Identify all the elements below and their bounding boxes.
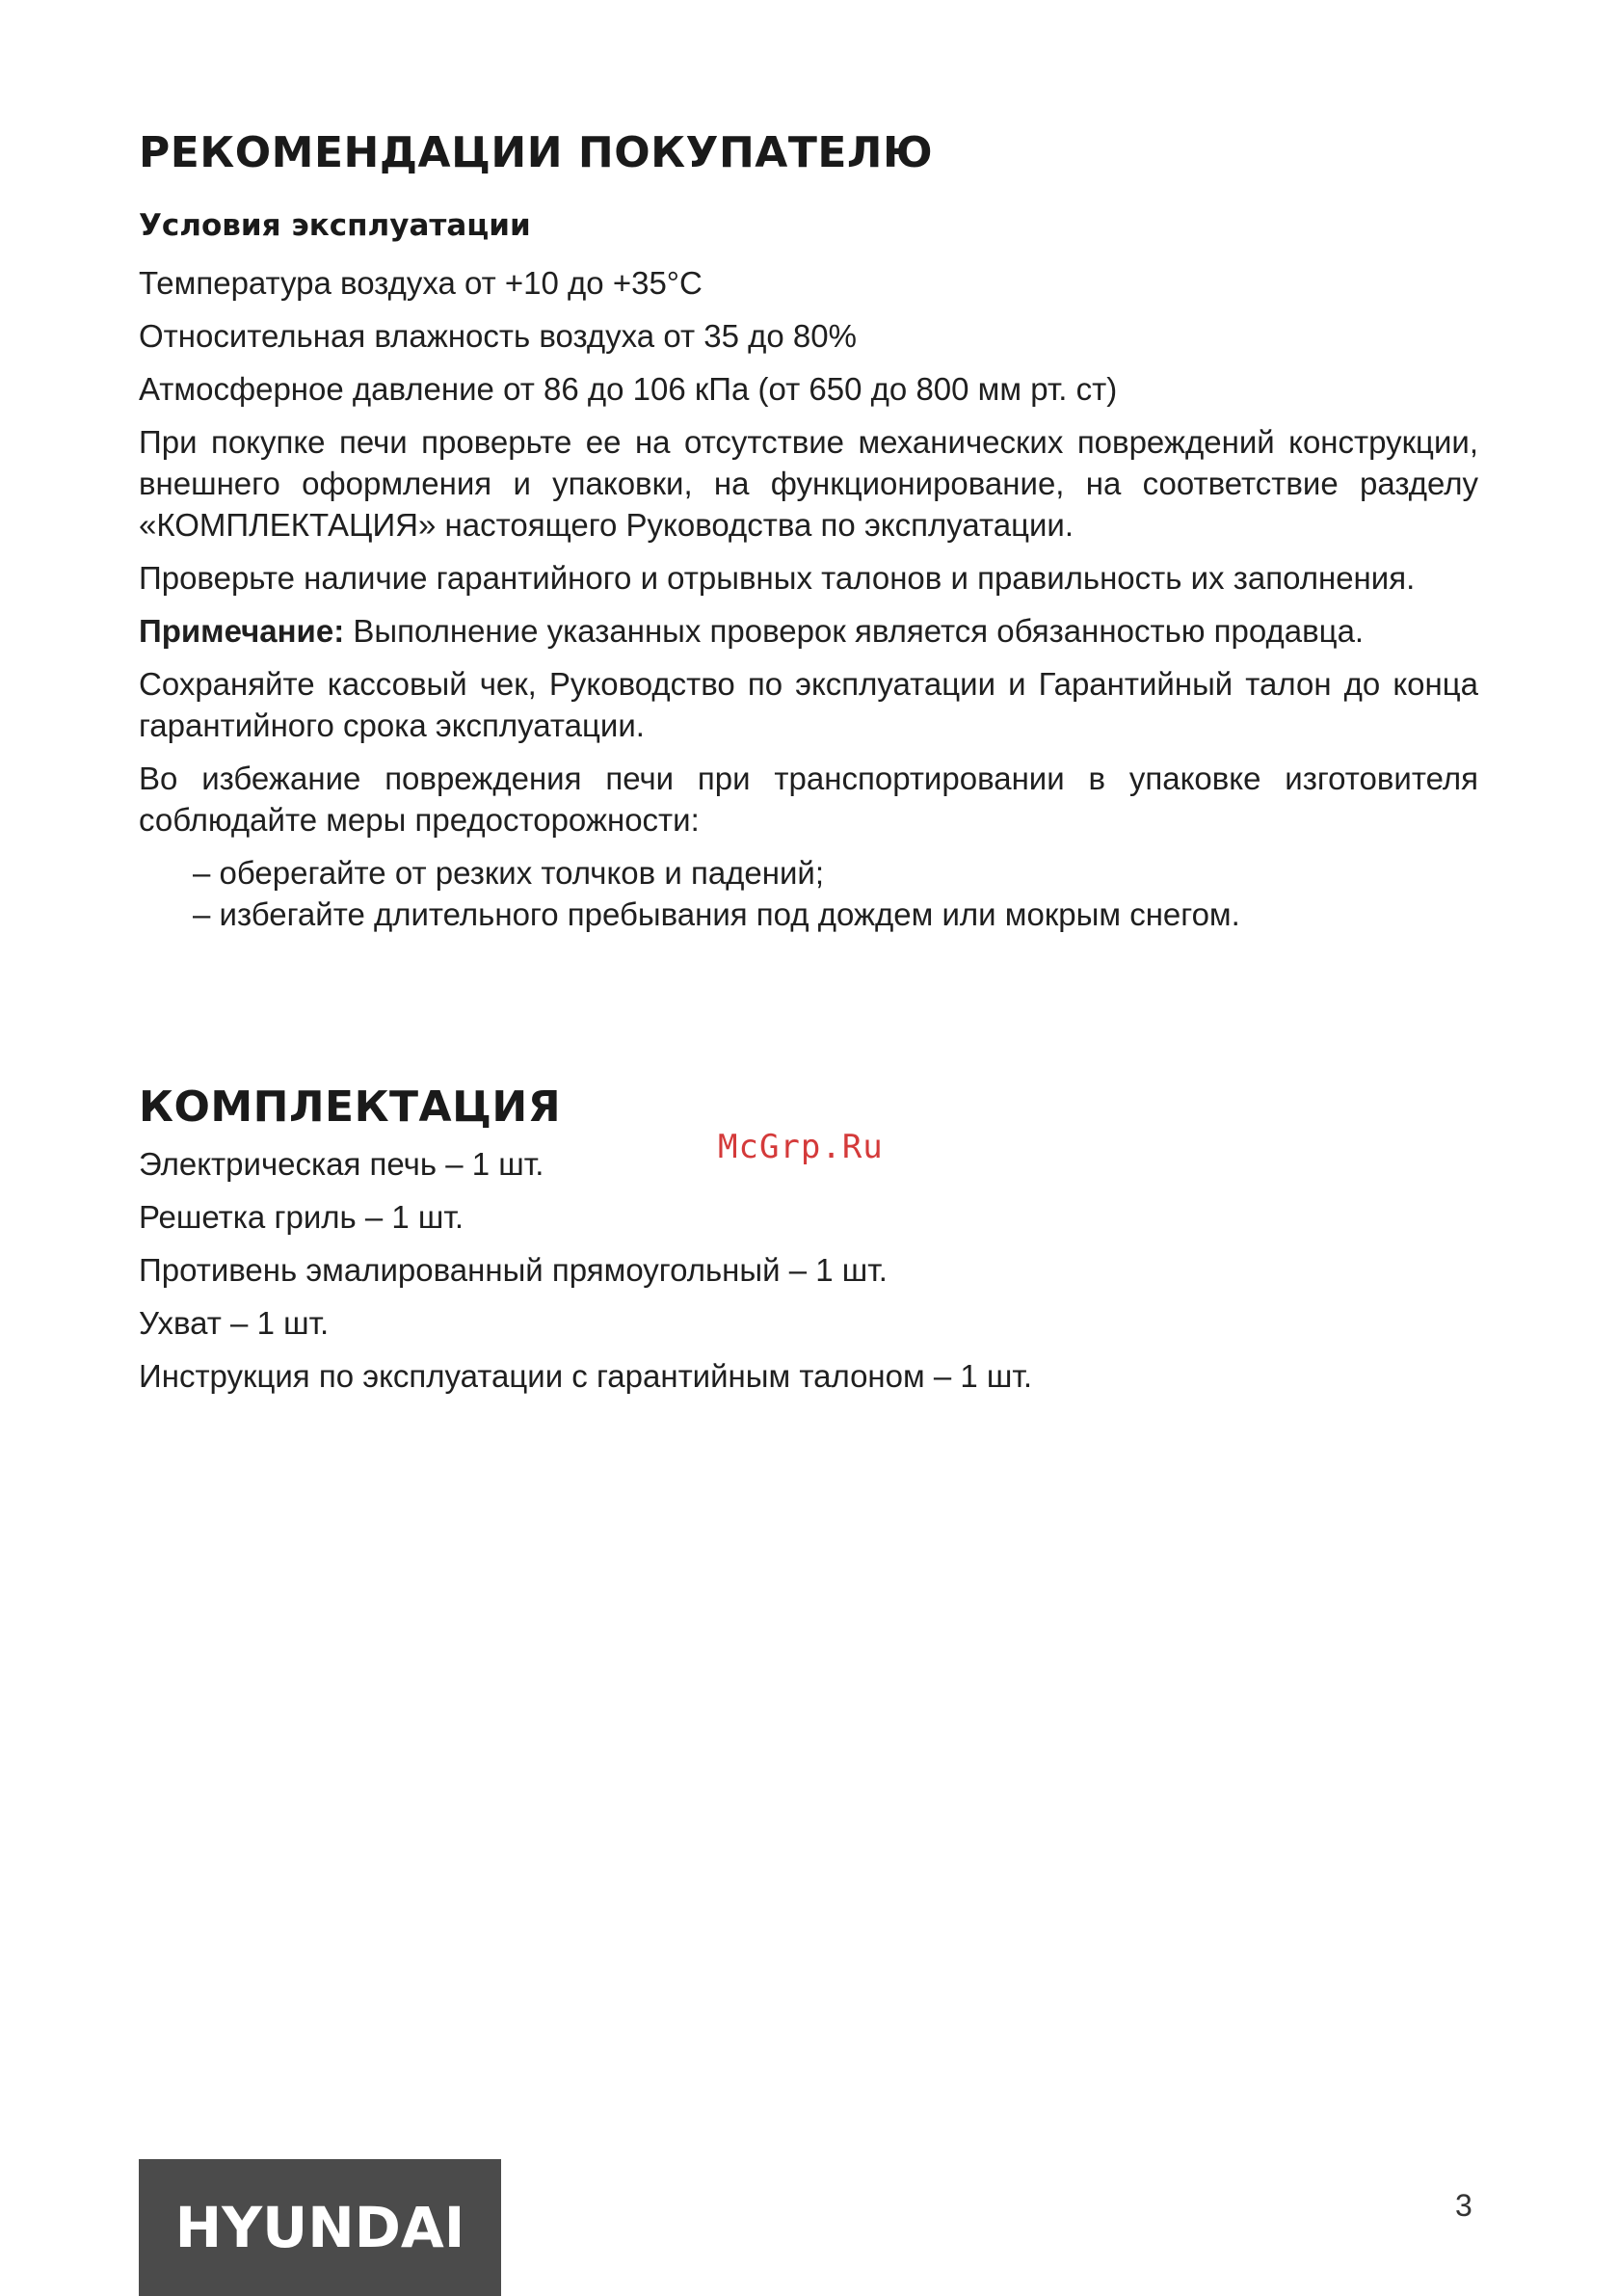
list-item: Ухват – 1 шт. [139,1305,330,1341]
page-number: 3 [1455,2188,1472,2223]
list-item: – оберегайте от резких толчков и падений; [193,855,825,891]
list-item: Электрическая печь – 1 шт. [139,1146,544,1182]
brand-logo [139,2159,501,2296]
buyer-recommendations-section [139,125,1478,935]
note-label: Примечание: [139,613,345,649]
condition-pressure: Атмосферное давление от 86 до 106 кПа (от 650 до 800 мм рт. ст) [139,371,1118,407]
brand-logo-text: HYUNDAI [174,2195,465,2260]
list-item: Противень эмалированный прямоугольный – 1 шт. [139,1252,888,1288]
condition-temperature: Температура воздуха от +10 до +35°С [139,265,703,301]
precautions-list [139,852,1478,935]
paragraph-keep: Сохраняйте кассовый чек, Руководство по эксплуатации и Гарантийный талон до конца гарантийного срока эксплуатации. [139,666,1478,743]
list-item: – избегайте длительного пребывания под дождем или мокрым снегом. [193,896,1240,932]
watermark: McGrp.Ru [718,1128,884,1166]
list-item: Решетка гриль – 1 шт. [139,1199,464,1235]
section-title: РЕКОМЕНДАЦИИ ПОКУПАТЕЛЮ [139,128,934,177]
section-subtitle: Условия эксплуатации [139,208,531,243]
paragraph-coupons: Проверьте наличие гарантийного и отрывных талонов и правильность их заполнения. [139,560,1416,596]
condition-humidity: Относительная влажность воздуха от 35 до 80% [139,318,857,354]
note-text: Выполнение указанных проверок является обязанностью продавца. [344,613,1365,649]
paragraph-check: При покупке печи проверьте ее на отсутствие механических повреждений конструкции, внешнего оформления и упаковки, на функционирование, на соответствие разделу «КОМПЛЕКТАЦИЯ» настоящего Руководства по эксплуатации. [139,424,1478,543]
list-item: Инструкция по эксплуатации с гарантийным талоном – 1 шт. [139,1358,1032,1394]
note-paragraph [139,610,1478,652]
section-title: КОМПЛЕКТАЦИЯ [139,1082,562,1132]
paragraph-transport: Во избежание повреждения печи при транспортировании в упаковке изготовителя соблюдайте меры предосторожности: [139,761,1478,838]
